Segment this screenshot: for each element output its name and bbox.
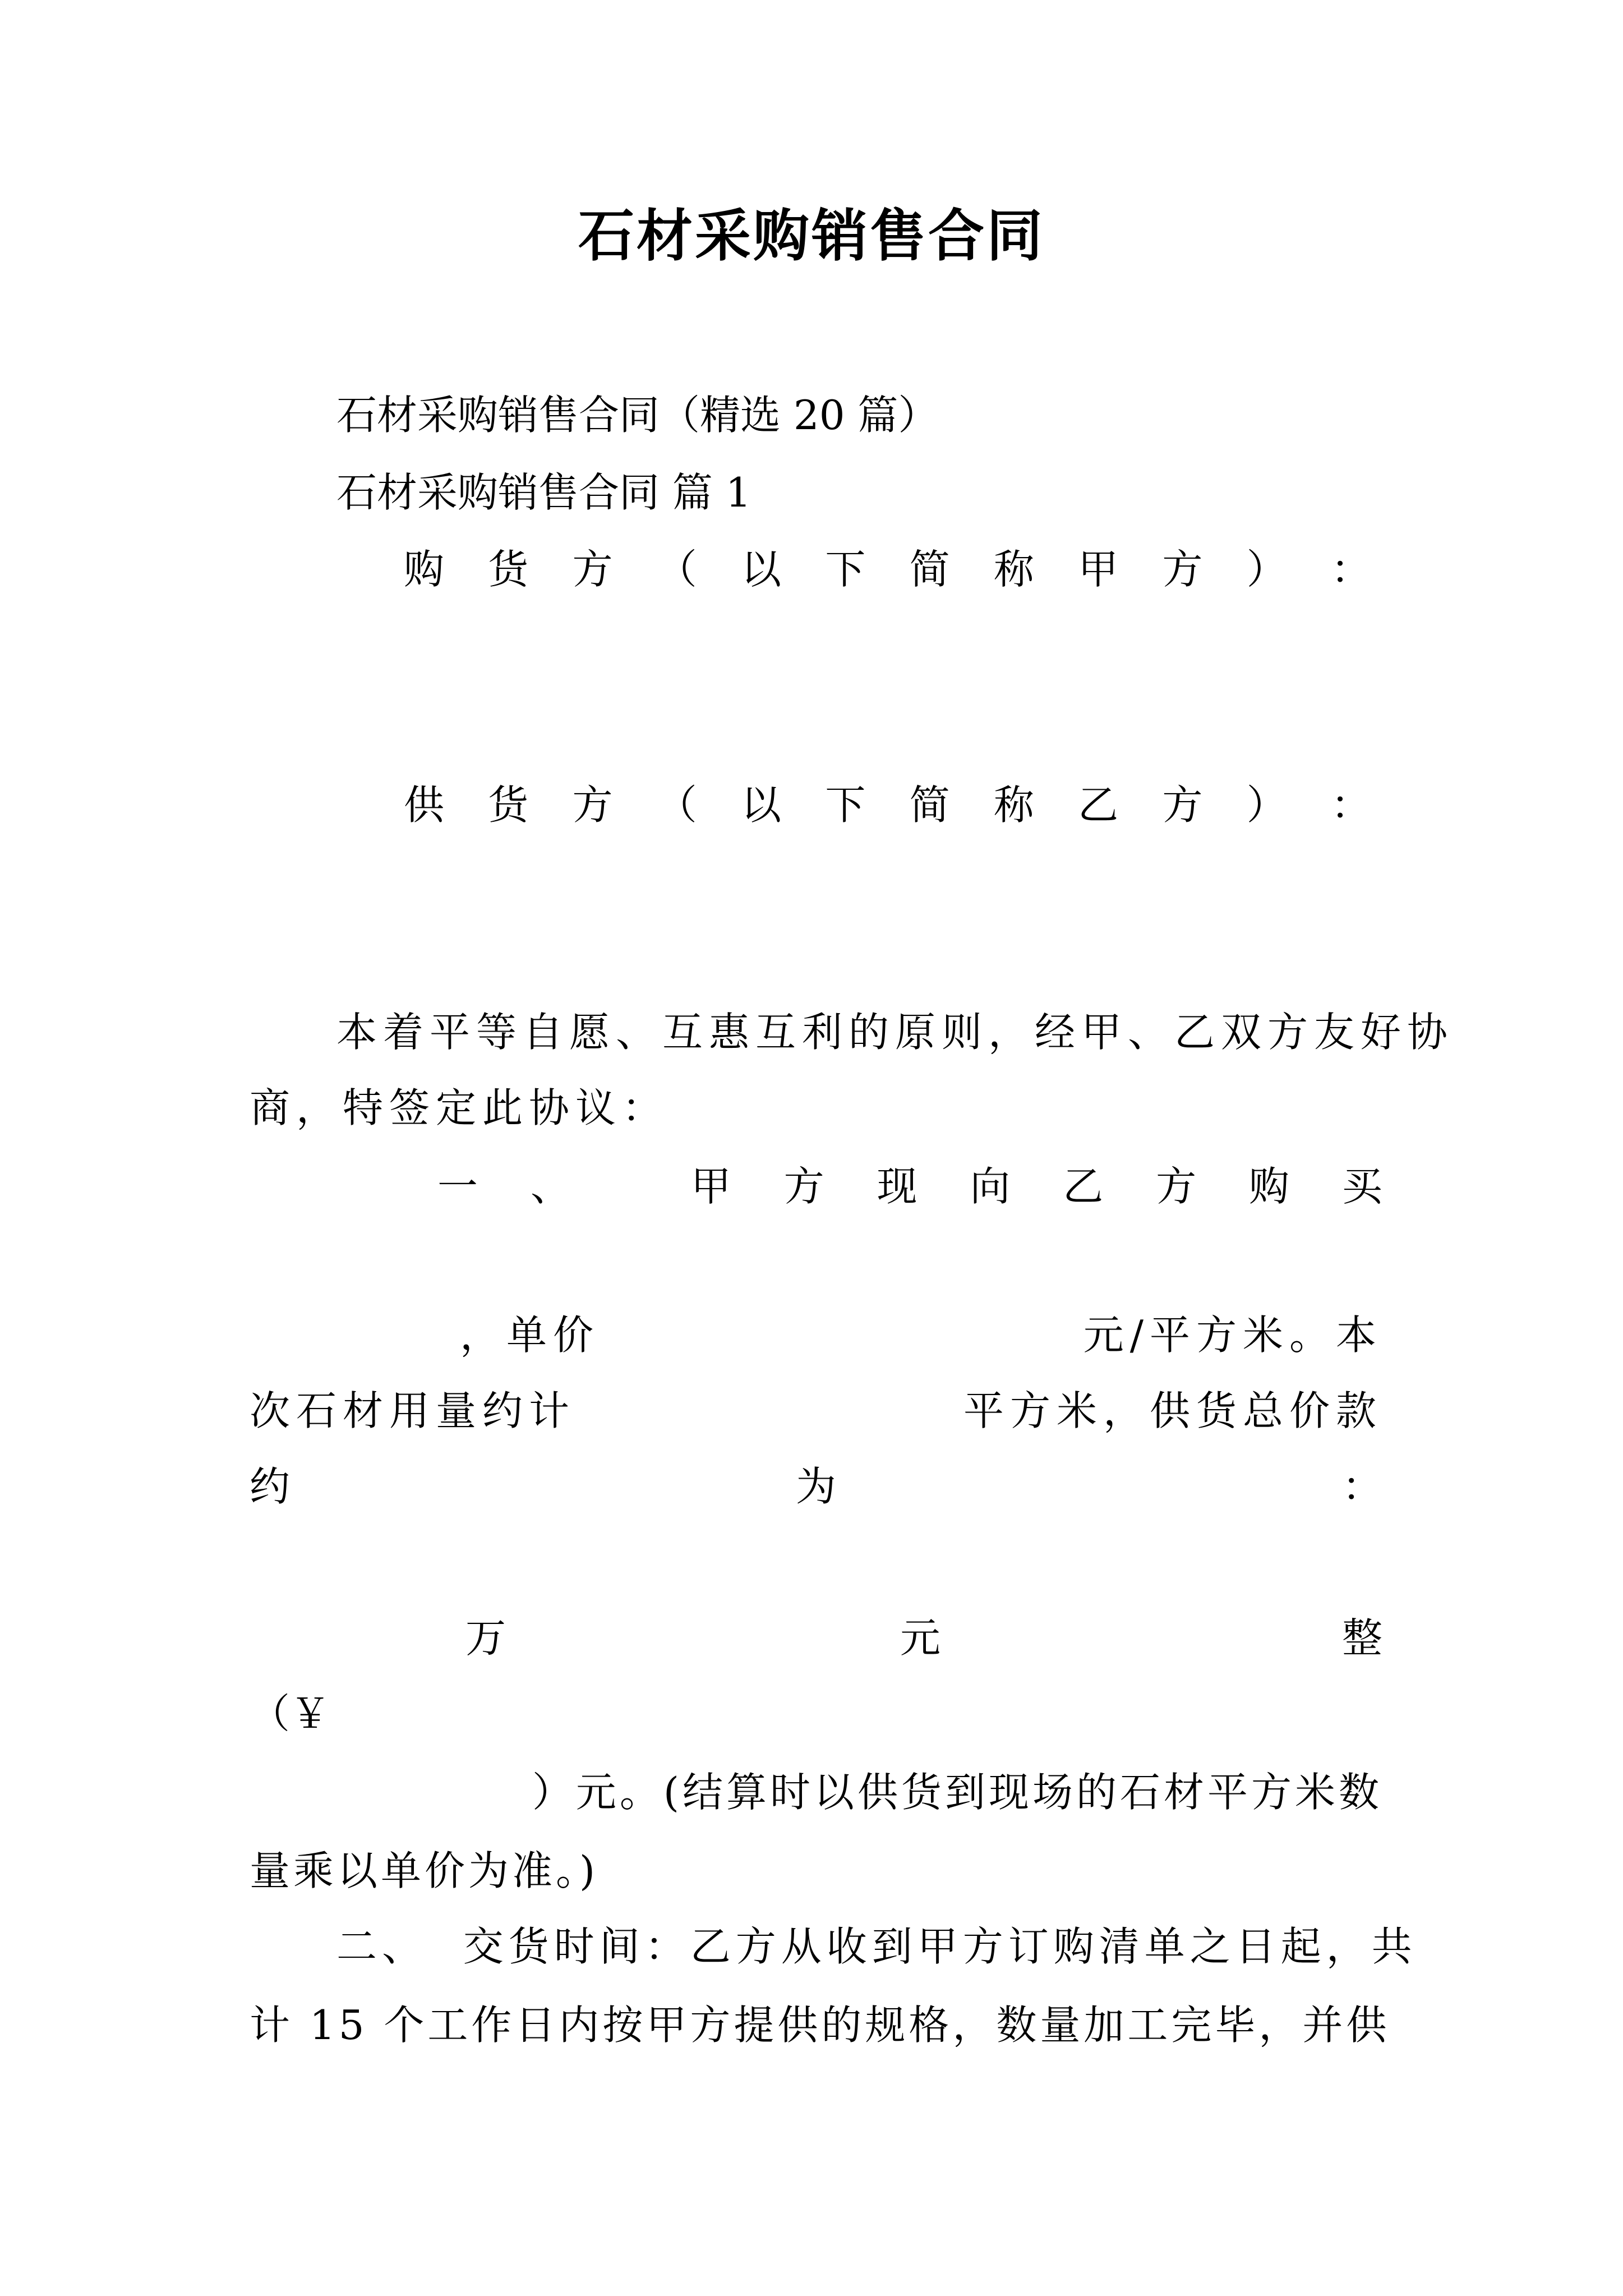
total-price-text: ：	[1341, 1463, 1382, 1510]
clause-one-char: 现	[877, 1163, 917, 1210]
unit-price-label: ，单价	[460, 1312, 600, 1359]
clause-one-char: 购	[1249, 1163, 1290, 1210]
clause-one-char: 、	[530, 1163, 571, 1210]
buyer-char: 甲	[1078, 546, 1119, 593]
clause-one-char: 一	[437, 1163, 478, 1210]
seller-char: （	[656, 781, 697, 829]
seller-char: 下	[825, 781, 866, 829]
intro-line: 本着平等自愿、互惠互利的原则，经甲、乙双方友好协	[336, 1009, 1454, 1056]
buyer-line	[404, 541, 1371, 597]
total-price-line	[250, 1458, 1382, 1515]
amount-yen-open: （￥	[250, 1690, 331, 1737]
amount-zheng: 整	[1341, 1614, 1382, 1662]
clause-one-char: 乙	[1063, 1163, 1104, 1210]
seller-char: ：	[1330, 781, 1371, 829]
clause-two-line: 计 15 个工作日内按甲方提供的规格，数量加工完毕，并供	[250, 2001, 1390, 2049]
buyer-char: ）	[1246, 546, 1287, 593]
seller-char: 以	[741, 781, 782, 829]
clause-one-char: 买	[1341, 1163, 1382, 1210]
clause-one-char: 方	[1156, 1163, 1197, 1210]
settlement-line: ）元。(结算时以供货到现场的石材平方米数	[532, 1769, 1382, 1816]
seller-char: 方	[572, 781, 613, 829]
total-price-text: 为	[795, 1463, 836, 1510]
buyer-char: （	[656, 546, 697, 593]
amount-yuan: 元	[900, 1614, 941, 1662]
seller-char: 供	[404, 781, 445, 829]
document-title: 石材采购销售合同	[578, 203, 1045, 269]
clause-one-char: 甲	[690, 1163, 731, 1210]
seller-char: 货	[488, 781, 529, 829]
seller-char: ）	[1246, 781, 1287, 829]
seller-line	[404, 777, 1371, 833]
settlement-line: 量乘以单价为准。)	[250, 1847, 599, 1894]
buyer-char: ：	[1330, 546, 1371, 593]
intro-line: 商，特签定此协议：	[250, 1084, 669, 1131]
buyer-char: 方	[572, 546, 613, 593]
clause-one-line	[437, 1158, 1382, 1214]
buyer-char: 购	[404, 546, 445, 593]
buyer-char: 方	[1162, 546, 1203, 593]
buyer-char: 简	[909, 546, 950, 593]
seller-char: 简	[909, 781, 950, 829]
clause-two-line: 二、 交货时间：乙方从收到甲方订购清单之日起，共	[336, 1923, 1417, 1970]
seller-char: 方	[1162, 781, 1203, 829]
quantity-label: 次石材用量约计	[250, 1387, 576, 1434]
section-heading: 石材采购销售合同 篇 1	[336, 469, 751, 516]
buyer-char: 以	[741, 546, 782, 593]
quantity-unit: 平方米，供货总价款	[963, 1387, 1382, 1434]
clause-one-char: 向	[970, 1163, 1011, 1210]
amount-wan: 万	[465, 1614, 506, 1662]
seller-char: 称	[993, 781, 1034, 829]
buyer-char: 称	[993, 546, 1034, 593]
buyer-char: 货	[488, 546, 529, 593]
unit-price-unit: 元/平方米。本	[1083, 1312, 1382, 1359]
document-subtitle: 石材采购销售合同（精选 20 篇）	[336, 392, 939, 439]
buyer-char: 下	[825, 546, 866, 593]
clause-one-char: 方	[783, 1163, 824, 1210]
total-price-text: 约	[250, 1463, 291, 1510]
seller-char: 乙	[1078, 781, 1119, 829]
